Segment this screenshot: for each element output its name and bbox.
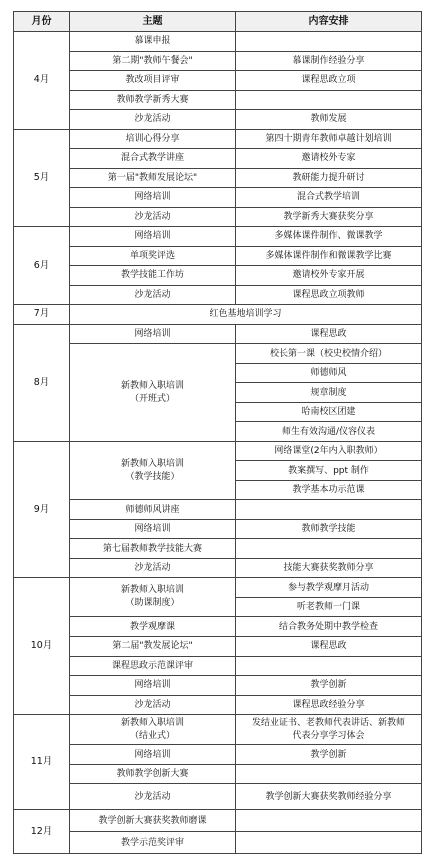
- content-cell: 规章制度: [236, 383, 422, 403]
- table-row: [14, 676, 422, 696]
- topic-line: 新教师入职培训: [120, 380, 184, 391]
- header-content: 内容安排: [236, 12, 422, 32]
- table-row: [14, 832, 422, 854]
- topic-cell: 网络培训: [70, 519, 236, 539]
- table-row: [14, 110, 422, 130]
- content-cell: 第四十期青年教师卓越计划培训: [236, 129, 422, 149]
- content-cell: 教师发展: [236, 110, 422, 130]
- month-cell: 10月: [14, 578, 70, 715]
- content-cell: 教学创新: [236, 745, 422, 765]
- month-cell: 9月: [14, 441, 70, 578]
- table-row: [14, 129, 422, 149]
- topic-cell: 第七届教师教学技能大赛: [70, 539, 236, 559]
- content-cell: [236, 764, 422, 784]
- table-row: [14, 51, 422, 71]
- topic-cell: 网络培训: [70, 676, 236, 696]
- content-cell: 课程思政: [236, 324, 422, 344]
- month-cell: 8月: [14, 324, 70, 441]
- table-row: [14, 539, 422, 559]
- topic-cell: 网络培训: [70, 188, 236, 208]
- content-cell: 邀请校外专家开展: [236, 266, 422, 286]
- content-cell: 教学创新大赛获奖教师经验分享: [236, 784, 422, 810]
- content-cell: [236, 832, 422, 854]
- topic-cell: 教师教学创新大赛: [70, 764, 236, 784]
- content-cell: [236, 656, 422, 676]
- table-row: [14, 32, 422, 52]
- month-cell: 6月: [14, 227, 70, 305]
- table-row: [14, 656, 422, 676]
- content-cell: [236, 539, 422, 559]
- table-row: [14, 715, 422, 745]
- table-row: [14, 344, 422, 364]
- table-row: [14, 519, 422, 539]
- table-row: [14, 558, 422, 578]
- content-cell: 红色基地培训学习: [70, 305, 422, 325]
- content-cell: 校长第一课（校史校情介绍）: [236, 344, 422, 364]
- content-cell: 课程思政立项: [236, 71, 422, 91]
- topic-cell: 慕课申报: [70, 32, 236, 52]
- topic-cell: 沙龙活动: [70, 695, 236, 715]
- content-line: 发结业证书、老教师代表讲话、新教师: [251, 717, 405, 728]
- table-row: [14, 617, 422, 637]
- content-cell: 技能大赛获奖教师分享: [236, 558, 422, 578]
- topic-line: 新教师入职培训: [120, 458, 184, 469]
- table-row: [14, 168, 422, 188]
- table-row: [14, 441, 422, 461]
- table-row: [14, 324, 422, 344]
- content-cell: 教学基本功示范课: [236, 480, 422, 500]
- month-cell: 11月: [14, 715, 70, 810]
- content-cell: 结合教务处期中教学检查: [236, 617, 422, 637]
- topic-cell: 师德师风讲座: [70, 500, 236, 520]
- content-cell: [236, 90, 422, 110]
- table-row: [14, 810, 422, 832]
- table-row: [14, 149, 422, 169]
- table-row: [14, 305, 422, 325]
- table-row: [14, 188, 422, 208]
- topic-cell: 培训心得分享: [70, 129, 236, 149]
- topic-line: （教学技能）: [125, 471, 180, 482]
- topic-cell: [70, 344, 236, 442]
- table-header-row: [14, 12, 422, 32]
- table-row: [14, 227, 422, 247]
- month-cell: 12月: [14, 810, 70, 854]
- topic-cell: 沙龙活动: [70, 558, 236, 578]
- month-cell: 5月: [14, 129, 70, 227]
- topic-cell: 网络培训: [70, 324, 236, 344]
- content-cell: [236, 500, 422, 520]
- content-cell: 教学创新: [236, 676, 422, 696]
- month-cell: 7月: [14, 305, 70, 325]
- topic-cell: [70, 578, 236, 617]
- table-row: [14, 764, 422, 784]
- topic-line: （开班式）: [129, 393, 175, 404]
- table-row: [14, 207, 422, 227]
- topic-cell: 教学示范奖评审: [70, 832, 236, 854]
- content-cell: 课程思政立项教师: [236, 285, 422, 305]
- table-row: [14, 500, 422, 520]
- topic-cell: 第一届"教师发展论坛": [70, 168, 236, 188]
- topic-line: 新教师入职培训: [120, 717, 184, 728]
- topic-cell: 沙龙活动: [70, 285, 236, 305]
- topic-cell: 沙龙活动: [70, 110, 236, 130]
- topic-cell: 教师教学新秀大赛: [70, 90, 236, 110]
- table-row: [14, 90, 422, 110]
- content-cell: 课程思政: [236, 636, 422, 656]
- topic-line: （结业式）: [129, 730, 175, 741]
- table-row: [14, 285, 422, 305]
- topic-cell: 网络培训: [70, 745, 236, 765]
- topic-cell: 教改项目评审: [70, 71, 236, 91]
- topic-cell: 网络培训: [70, 227, 236, 247]
- table-row: [14, 71, 422, 91]
- header-month: 月份: [14, 12, 70, 32]
- content-cell: 教学新秀大赛获奖分享: [236, 207, 422, 227]
- header-topic: 主题: [70, 12, 236, 32]
- topic-cell: 沙龙活动: [70, 784, 236, 810]
- content-cell: 课程思政经验分享: [236, 695, 422, 715]
- topic-line: （助课制度）: [125, 598, 180, 609]
- topic-cell: 单项奖评选: [70, 246, 236, 266]
- table-row: [14, 578, 422, 598]
- content-cell: 教案撰写、ppt 制作: [236, 461, 422, 481]
- month-cell: 4月: [14, 32, 70, 130]
- content-cell: [236, 810, 422, 832]
- table-row: [14, 246, 422, 266]
- topic-cell: 沙龙活动: [70, 207, 236, 227]
- topic-cell: 教学观摩课: [70, 617, 236, 637]
- content-cell: 参与教学观摩月活动: [236, 578, 422, 598]
- topic-cell: 第二期"教师午餐会": [70, 51, 236, 71]
- content-cell: 多媒体课件制作和微课教学比赛: [236, 246, 422, 266]
- topic-cell: 课程思政示范课评审: [70, 656, 236, 676]
- content-cell: 听老教师一门课: [236, 597, 422, 617]
- table-row: [14, 636, 422, 656]
- content-cell: 教研能力提升研讨: [236, 168, 422, 188]
- topic-cell: [70, 715, 236, 745]
- content-cell: 慕课制作经验分享: [236, 51, 422, 71]
- content-cell: 邀请校外专家: [236, 149, 422, 169]
- content-cell: 混合式教学培训: [236, 188, 422, 208]
- topic-line: 新教师入职培训: [120, 585, 184, 596]
- topic-cell: 第二届"教发展论坛": [70, 636, 236, 656]
- content-cell: 网络课堂(2年内入职教师）: [236, 441, 422, 461]
- topic-cell: [70, 441, 236, 500]
- table-row: [14, 784, 422, 810]
- table-row: [14, 745, 422, 765]
- topic-cell: 教学技能工作坊: [70, 266, 236, 286]
- content-cell: 师生有效沟通/仪容仪表: [236, 422, 422, 442]
- content-cell: [236, 715, 422, 745]
- training-schedule-table: [13, 11, 422, 854]
- content-line: 代表分享学习体会: [292, 730, 365, 741]
- content-cell: [236, 32, 422, 52]
- topic-cell: 教学创新大赛获奖教师磨课: [70, 810, 236, 832]
- table-row: [14, 266, 422, 286]
- content-cell: 哈南校区团建: [236, 402, 422, 422]
- content-cell: 师德师风: [236, 363, 422, 383]
- content-cell: 教师教学技能: [236, 519, 422, 539]
- content-cell: 多媒体课件制作、微课教学: [236, 227, 422, 247]
- topic-cell: 混合式教学讲座: [70, 149, 236, 169]
- table-row: [14, 695, 422, 715]
